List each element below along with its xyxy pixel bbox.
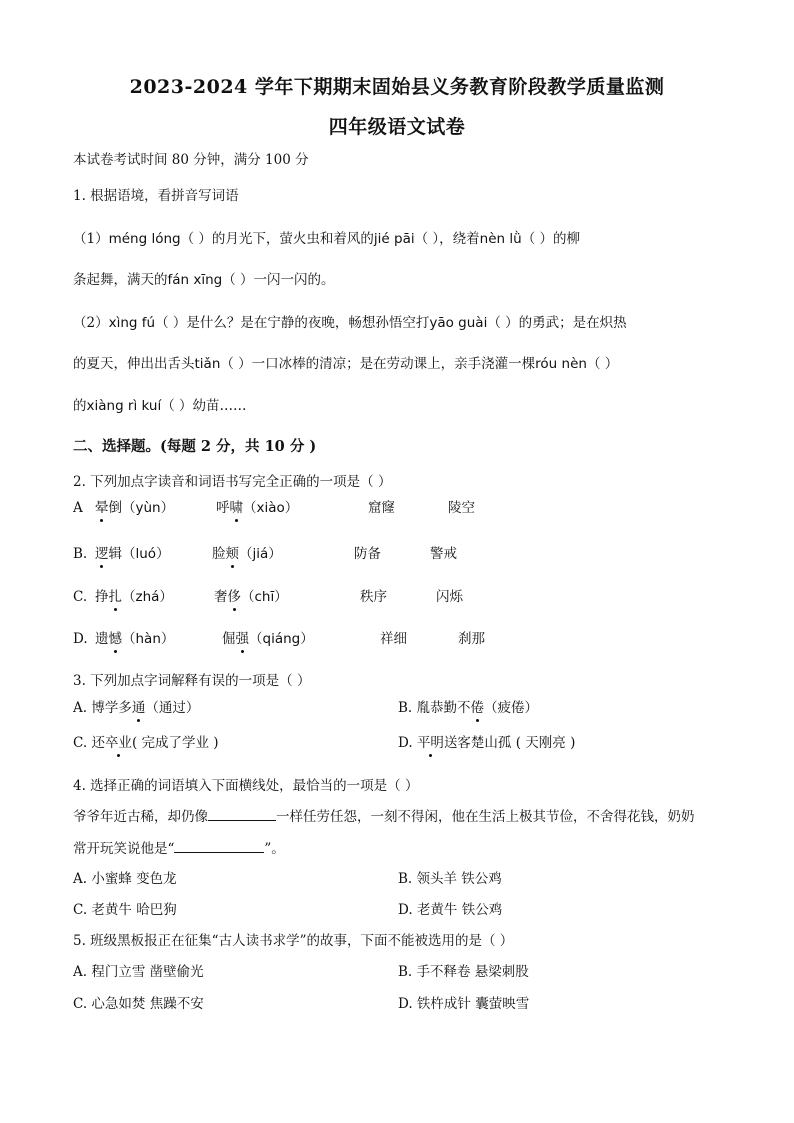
option-text: 送客楚山孤 ( 天刚亮 )	[443, 735, 576, 751]
q1-p2-line1	[73, 313, 627, 333]
option-word: 祥细	[380, 631, 407, 647]
q5-option-c[interactable]: C. 心急如焚 焦躁不安	[73, 996, 204, 1012]
pinyin: （qiáng）	[249, 631, 314, 647]
option-label: D.	[73, 631, 88, 647]
q4-passage-line1	[73, 806, 695, 827]
option-label: D.	[398, 735, 413, 751]
text-segment: （2）	[73, 315, 109, 331]
answer-blank[interactable]: （ ）一闪一闪的。	[222, 272, 335, 288]
pinyin: （xiào）	[243, 500, 299, 516]
pinyin: （luó）	[122, 546, 170, 562]
q4-option-d[interactable]: D. 老黄牛 铁公鸡	[398, 902, 503, 918]
option-word: 陵空	[448, 500, 475, 516]
option-label: A	[73, 500, 83, 516]
option-text: 胤恭勤不	[416, 700, 471, 716]
pinyin: （jiá）	[239, 546, 282, 562]
text-segment: 的	[73, 398, 87, 414]
option-text: 还	[91, 735, 105, 751]
option-label: C.	[73, 589, 88, 605]
q4-option-b[interactable]: B. 领头羊 铁公鸡	[398, 871, 502, 887]
section-heading: 二、选择题。(每题 2 分，共 10 分 )	[73, 438, 317, 455]
answer-blank[interactable]: （ ）的月光下，萤火虫和着风的	[180, 231, 374, 247]
dotted-char: 逻	[95, 546, 109, 562]
char: 脸	[212, 546, 226, 562]
pinyin: jié pāi	[373, 231, 415, 247]
option-word: 窟窿	[368, 500, 395, 516]
passage-text: 常开玩笑说他是“	[73, 841, 175, 857]
text-segment: 条起舞，满天的	[73, 272, 168, 288]
pinyin: tiǎn	[194, 356, 221, 372]
dotted-char: 侈	[227, 589, 241, 605]
passage-text: ”。	[264, 841, 285, 857]
pinyin: fán xīng	[167, 272, 223, 288]
q4-option-a[interactable]: A. 小蜜蜂 变色龙	[73, 871, 177, 887]
dotted-char: 晕	[95, 500, 109, 516]
q3-stem: 3. 下列加点字词解释有误的一项是（ ）	[73, 673, 311, 689]
q3-option-c[interactable]	[73, 733, 219, 753]
answer-blank[interactable]: （ ）幼苗……	[161, 398, 247, 414]
option-text: （疲倦）	[484, 700, 539, 716]
fill-blank[interactable]	[208, 806, 276, 821]
option-word	[216, 498, 298, 518]
exam-title: 2023-2024 学年下期期末固始县义务教育阶段教学质量监测	[129, 76, 665, 98]
passage-text: 爷爷年近古稀，却仍像	[73, 809, 208, 825]
char: 呼	[216, 500, 230, 516]
q1-p1-line1	[73, 229, 580, 249]
exam-info: 本试卷考试时间 80 分钟，满分 100 分	[73, 152, 309, 168]
q1-p2-line3	[73, 396, 247, 416]
passage-text: 一样任劳任怨，一刻不得闲，他在生活上极其节俭，不舍得花钱，奶奶	[276, 809, 695, 825]
pinyin: róu nèn	[535, 356, 587, 372]
q4-option-c[interactable]: C. 老黄牛 哈巴狗	[73, 902, 177, 918]
pinyin: xiàng rì kuí	[86, 398, 162, 414]
option-word: 防备	[354, 546, 381, 562]
option-word	[95, 544, 170, 564]
q3-option-b[interactable]	[398, 698, 538, 718]
char: 倔	[222, 631, 236, 647]
option-label: B.	[398, 700, 413, 716]
answer-blank[interactable]: （ ）的柳	[521, 231, 580, 247]
q1-p1-line2	[73, 270, 335, 290]
answer-blank[interactable]: （ ）	[586, 356, 619, 372]
q4-passage-line2	[73, 838, 285, 859]
q5-option-a[interactable]: A. 程门立雪 凿壁偷光	[73, 964, 204, 980]
q3-option-a[interactable]	[73, 698, 199, 718]
dotted-char: 扎	[108, 589, 122, 605]
answer-blank[interactable]: （ ）的勇武；是在炽热	[487, 315, 627, 331]
option-word: 秩序	[360, 589, 387, 605]
option-text: ( 完成了学业 )	[131, 735, 219, 751]
char: 辑	[108, 546, 122, 562]
dotted-char: 憾	[108, 631, 122, 647]
dotted-char: 通	[131, 700, 146, 716]
option-word	[95, 498, 174, 518]
pinyin: （chī）	[241, 589, 288, 605]
option-word: 刹那	[458, 631, 485, 647]
option-text: 博学多	[91, 700, 132, 716]
text-segment: （1）	[73, 231, 109, 247]
q1-p2-line2	[73, 354, 618, 374]
pinyin: （yùn）	[122, 500, 175, 516]
option-label: B.	[73, 546, 88, 562]
q5-option-d[interactable]: D. 铁杵成针 囊萤映雪	[398, 996, 530, 1012]
option-word	[214, 587, 288, 607]
option-label: C.	[73, 735, 88, 751]
fill-blank[interactable]	[174, 838, 264, 853]
char: 遗	[95, 631, 109, 647]
dotted-char: 倦	[470, 700, 485, 716]
q5-stem: 5. 班级黑板报正在征集“古人读书求学”的故事，下面不能被选用的是（ ）	[73, 933, 514, 949]
dotted-char: 卒业	[104, 735, 132, 751]
q4-stem: 4. 选择正确的词语填入下面横线处，最恰当的一项是（ ）	[73, 778, 419, 794]
dotted-char: 平明	[416, 735, 444, 751]
exam-subtitle: 四年级语文试卷	[328, 116, 466, 138]
pinyin: （hàn）	[122, 631, 175, 647]
q5-option-b[interactable]: B. 手不释卷 悬梁刺股	[398, 964, 529, 980]
pinyin: yāo guài	[429, 315, 488, 331]
dotted-char: 颊	[225, 546, 239, 562]
option-word	[95, 587, 173, 607]
option-word: 警戒	[430, 546, 457, 562]
answer-blank[interactable]: （ ）是什么？是在宁静的夜晚，畅想孙悟空打	[155, 315, 430, 331]
option-word	[212, 544, 282, 564]
option-word	[222, 629, 314, 649]
option-word	[95, 629, 174, 649]
dotted-char: 强	[235, 631, 249, 647]
pinyin: （zhá）	[122, 589, 173, 605]
answer-blank[interactable]: （ ），绕着	[414, 231, 480, 247]
dotted-char: 啸	[229, 500, 243, 516]
answer-blank[interactable]: （ ）一口冰棒的清凉；是在劳动课上，亲手浇灌一棵	[220, 356, 536, 372]
text-segment: 的夏天，伸出出舌头	[73, 356, 195, 372]
option-word: 闪烁	[436, 589, 463, 605]
pinyin: méng lóng	[108, 231, 181, 247]
char: 挣	[95, 589, 109, 605]
pinyin: nèn lǜ	[479, 231, 522, 247]
char: 倒	[108, 500, 122, 516]
q1-stem: 1. 根据语境，看拼音写词语	[73, 188, 239, 204]
pinyin: xìng fú	[108, 315, 156, 331]
char: 奢	[214, 589, 228, 605]
q3-option-d[interactable]	[398, 733, 575, 753]
option-text: （通过）	[145, 700, 200, 716]
q2-stem: 2. 下列加点字读音和词语书写完全正确的一项是（ ）	[73, 474, 392, 490]
option-label: A.	[73, 700, 88, 716]
